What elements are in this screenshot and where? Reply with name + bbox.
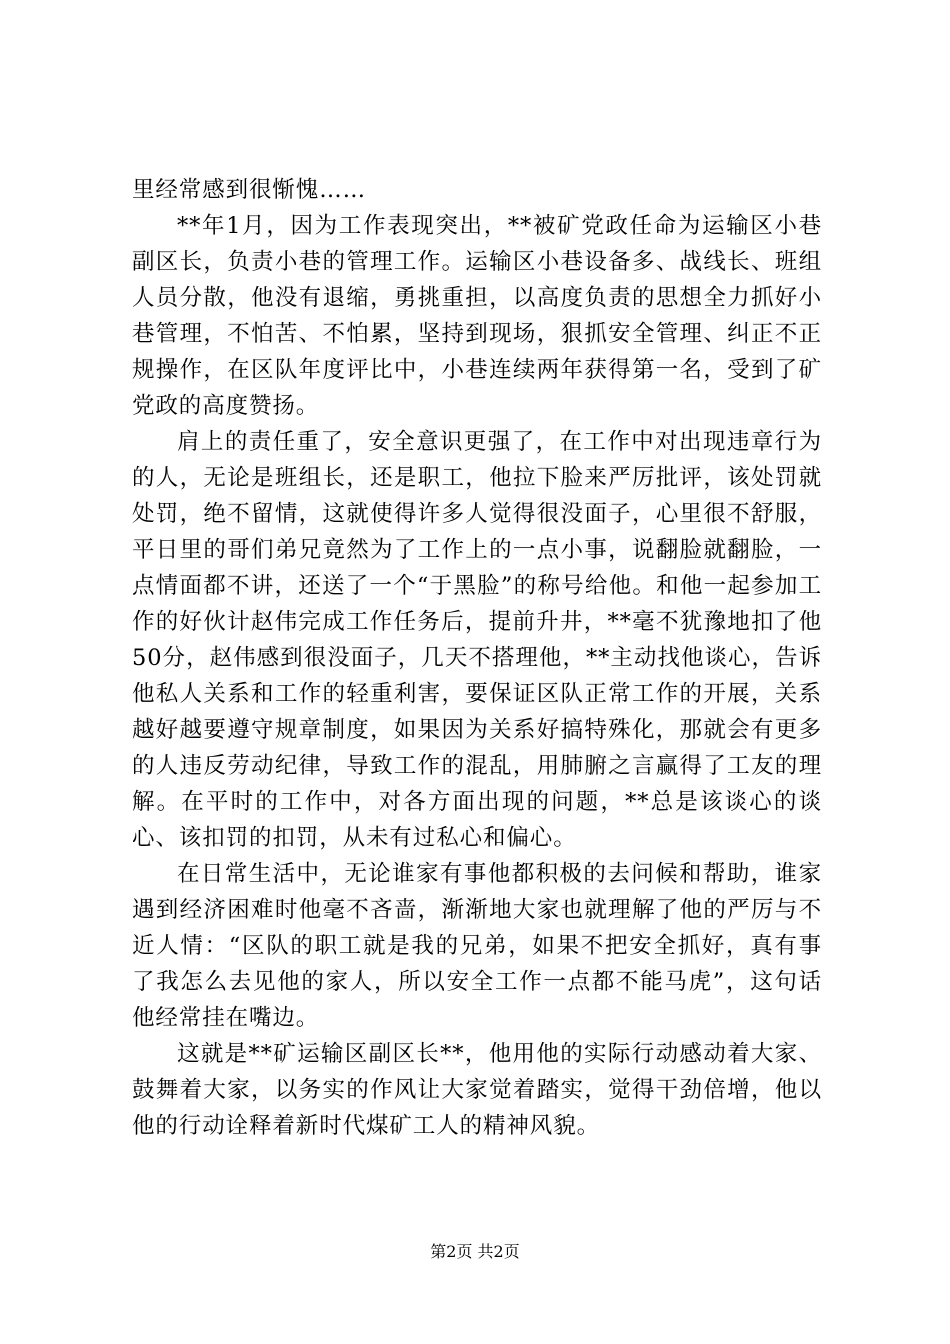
document-body [132,172,822,1144]
paragraph: 在日常生活中，无论谁家有事他都积极的去问候和帮助，谁家遇到经济困难时他毫不吝啬，渐渐地大家也就理解了他的严厉与不近人情：“区队的职工就是我的兄弟，如果不把安全抓好，真有事了我怎么去见他的家人，所以安全工作一点都不能马虎”，这句话他经常挂在嘴边。 [132,861,822,1031]
page-number-label: 第2页 共2页 [430,1242,520,1261]
paragraph-continuation: 里经常感到很惭愧…… [132,177,367,203]
paragraph: **年1月，因为工作表现突出，**被矿党政任命为运输区小巷副区长，负责小巷的管理工作。运输区小巷设备多、战线长、班组人员分散，他没有退缩，勇挑重担，以高度负责的思想全力抓好小巷管理，不怕苦、不怕累，坚持到现场，狠抓安全管理、纠正不正规操作，在区队年度评比中，小巷连续两年获得第一名，受到了矿党政的高度赞扬。 [132,213,822,419]
paragraph: 肩上的责任重了，安全意识更强了，在工作中对出现违章行为的人，无论是班组长，还是职工，他拉下脸来严厉批评，该处罚就处罚，绝不留情，这就使得许多人觉得很没面子，心里很不舒服，平日里的哥们弟兄竟然为了工作上的一点小事，说翻脸就翻脸，一点情面都不讲，还送了一个“于黑脸”的称号给他。和他一起参加工作的好伙计赵伟完成工作任务后，提前升井，**毫不犹豫地扣了他50分，赵伟感到很没面子，几天不搭理他，**主动找他谈心，告诉他私人关系和工作的轻重利害，要保证区队正常工作的开展，关系越好越要遵守规章制度，如果因为关系好搞特殊化，那就会有更多的人违反劳动纪律，导致工作的混乱，用肺腑之言赢得了工友的理解。在平时的工作中，对各方面出现的问题，**总是该谈心的谈心、该扣罚的扣罚，从未有过私心和偏心。 [132,429,822,851]
page-footer [0,1242,950,1262]
paragraph: 这就是**矿运输区副区长**，他用他的实际行动感动着大家、鼓舞着大家，以务实的作风让大家觉着踏实，觉得干劲倍增，他以他的行动诠释着新时代煤矿工人的精神风貌。 [132,1041,822,1139]
